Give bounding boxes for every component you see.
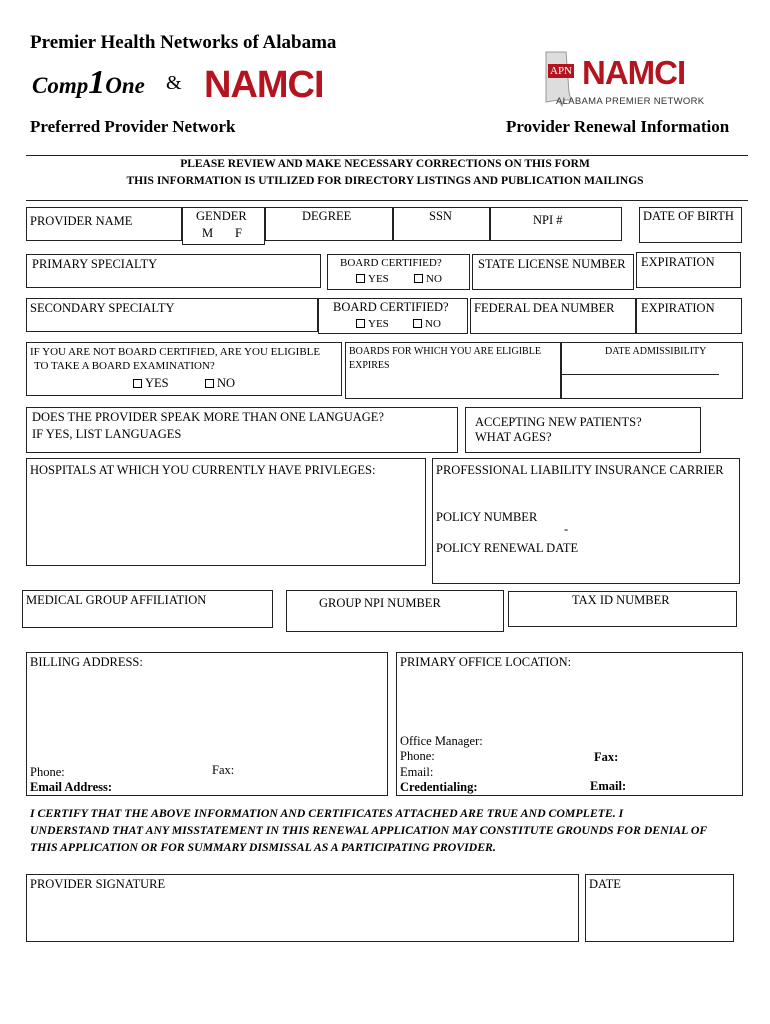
board-certified-1-yes[interactable] — [356, 273, 389, 286]
expiration-2-label: EXPIRATION — [641, 301, 715, 315]
checkbox-icon[interactable] — [356, 319, 365, 328]
gender-f[interactable]: F — [235, 226, 242, 240]
comp1one-logo — [32, 64, 145, 102]
yes-label: YES — [368, 273, 389, 285]
office-fax-label: Fax: — [594, 750, 619, 764]
apn-tagline: ALABAMA PREMIER NETWORK — [556, 96, 705, 107]
board-certified-2-label: BOARD CERTIFIED? — [333, 300, 449, 314]
degree-label: DEGREE — [302, 209, 352, 223]
hospitals-label: HOSPITALS AT WHICH YOU CURRENTLY HAVE PRIVLEGES: — [30, 463, 376, 477]
board-certified-1-label: BOARD CERTIFIED? — [340, 257, 442, 269]
left-subtitle: Preferred Provider Network — [30, 117, 236, 136]
tax-id-label: TAX ID NUMBER — [572, 593, 670, 607]
billing-fax-label: Fax: — [212, 763, 235, 777]
billing-email-label: Email Address: — [30, 780, 113, 794]
checkbox-icon[interactable] — [413, 319, 422, 328]
certification-line-3: THIS APPLICATION OR FOR SUMMARY DISMISSAL AS A PARTICIPATING PROVIDER. — [30, 840, 496, 854]
top-divider — [26, 155, 748, 156]
liability-carrier-label: PROFESSIONAL LIABILITY INSURANCE CARRIER — [436, 463, 724, 477]
boards-eligible-label: BOARDS FOR WHICH YOU ARE ELIGIBLE — [349, 346, 541, 357]
provider-signature-label: PROVIDER SIGNATURE — [30, 877, 166, 891]
office-manager-label: Office Manager: — [400, 734, 483, 748]
policy-number-dash: - — [564, 522, 569, 536]
accepting-patients-label: ACCEPTING NEW PATIENTS? — [475, 415, 642, 429]
medical-group-label: MEDICAL GROUP AFFILIATION — [26, 593, 207, 607]
comp1one-logo-one: One — [105, 73, 145, 98]
billing-address-field[interactable] — [26, 652, 388, 796]
gender-m[interactable]: M — [202, 226, 214, 240]
primary-office-field[interactable] — [396, 652, 743, 796]
board-certified-2-no[interactable] — [413, 318, 441, 331]
what-ages-label: WHAT AGES? — [475, 430, 552, 444]
date-admissibility-divider — [561, 374, 719, 375]
no-label: NO — [425, 318, 441, 330]
ampersand: & — [166, 72, 182, 94]
board-certified-1-no[interactable] — [414, 273, 442, 286]
apn-logo — [540, 50, 740, 112]
expiration-1-label: EXPIRATION — [641, 255, 715, 269]
policy-renewal-label: POLICY RENEWAL DATE — [436, 541, 579, 555]
date-admissibility-label: DATE ADMISSIBILITY — [605, 346, 707, 357]
namci-logo: NAMCI — [204, 64, 324, 106]
languages-question-1: DOES THE PROVIDER SPEAK MORE THAN ONE LANGUAGE? — [32, 410, 384, 424]
dob-label: DATE OF BIRTH — [643, 209, 734, 223]
group-npi-label: GROUP NPI NUMBER — [319, 596, 441, 610]
right-subtitle: Provider Renewal Information — [506, 117, 730, 136]
comp1one-logo-one-digit: 1 — [88, 64, 106, 101]
checkbox-icon[interactable] — [205, 379, 214, 388]
date-label: DATE — [589, 877, 621, 891]
yes-label: YES — [145, 376, 169, 390]
comp1one-logo-comp: Comp — [32, 73, 89, 98]
notice-divider — [26, 200, 748, 201]
primary-office-label: PRIMARY OFFICE LOCATION: — [400, 655, 572, 669]
office-email-label: Email: — [400, 765, 434, 779]
provider-name-label: PROVIDER NAME — [30, 214, 133, 228]
billing-phone-label: Phone: — [30, 765, 65, 779]
languages-question-2: IF YES, LIST LANGUAGES — [32, 427, 182, 441]
secondary-specialty-label: SECONDARY SPECIALTY — [30, 301, 175, 315]
federal-dea-label: FEDERAL DEA NUMBER — [474, 301, 615, 315]
not-certified-question-1: IF YOU ARE NOT BOARD CERTIFIED, ARE YOU ELIGIBLE — [30, 346, 321, 358]
certification-line-2: UNDERSTAND THAT ANY MISSTATEMENT IN THIS RENEWAL APPLICATION MAY CONSTITUTE GROUNDS FOR DENIAL OF — [30, 823, 708, 837]
credentialing-email-label: Email: — [590, 779, 627, 793]
credentialing-label: Credentialing: — [400, 780, 478, 794]
board-exam-yes[interactable] — [133, 376, 169, 391]
certification-line-1: I CERTIFY THAT THE ABOVE INFORMATION AND CERTIFICATES ATTACHED ARE TRUE AND COMPLETE. I — [30, 806, 624, 820]
state-license-label: STATE LICENSE NUMBER — [478, 257, 626, 271]
primary-specialty-label: PRIMARY SPECIALTY — [32, 257, 158, 271]
checkbox-icon[interactable] — [356, 274, 365, 283]
notice-line-1: PLEASE REVIEW AND MAKE NECESSARY CORRECTIONS ON THIS FORM — [180, 158, 590, 170]
notice-line-2: THIS INFORMATION IS UTILIZED FOR DIRECTORY LISTINGS AND PUBLICATION MAILINGS — [126, 175, 644, 187]
board-exam-no[interactable] — [205, 376, 235, 391]
no-label: NO — [426, 273, 442, 285]
apn-badge: APN — [550, 65, 573, 77]
no-label: NO — [217, 376, 236, 390]
gender-label: GENDER — [196, 209, 247, 223]
apn-namci-text: NAMCI — [582, 54, 686, 91]
checkbox-icon[interactable] — [414, 274, 423, 283]
expires-label: EXPIRES — [349, 360, 390, 371]
page-title: Premier Health Networks of Alabama — [30, 32, 337, 53]
ssn-label: SSN — [429, 209, 452, 223]
npi-label: NPI # — [533, 213, 563, 227]
yes-label: YES — [368, 318, 389, 330]
policy-number-label: POLICY NUMBER — [436, 510, 538, 524]
office-phone-label: Phone: — [400, 749, 435, 763]
not-certified-question-2: TO TAKE A BOARD EXAMINATION? — [34, 360, 215, 372]
checkbox-icon[interactable] — [133, 379, 142, 388]
board-certified-2-yes[interactable] — [356, 318, 389, 331]
billing-address-label: BILLING ADDRESS: — [30, 655, 143, 669]
